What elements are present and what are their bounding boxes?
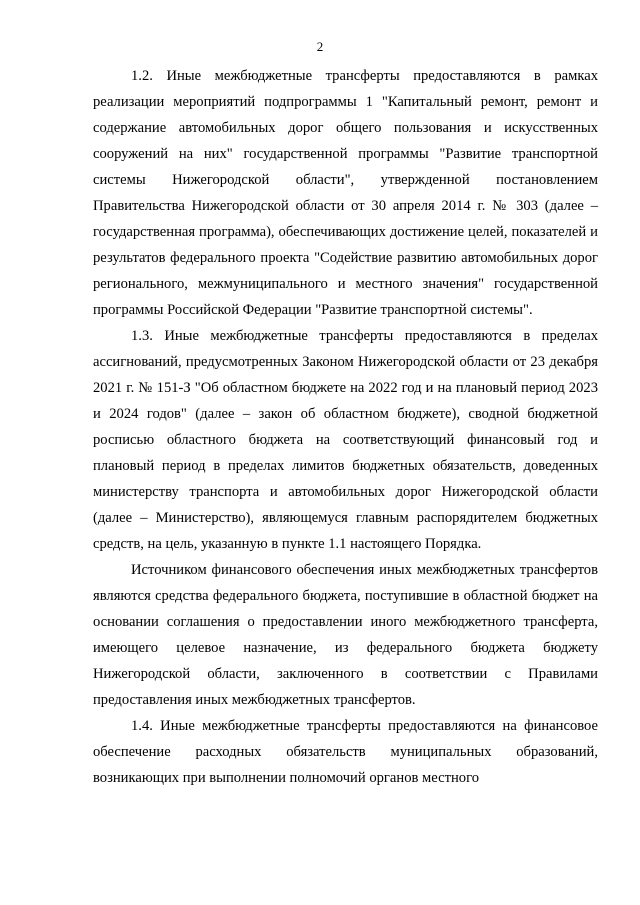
paragraph-funding-source: Источником финансового обеспечения иных межбюджетных трансфертов являются средства федерального бюджета, поступившие в областной бюджет на основании соглашения о предоставлении иного межбюджетного трансферта, имеющего целевое назначение, из федерального бюджета бюджету Нижегородской области, заключенного в соответствии с Правилами предоставления иных межбюджетных трансфертов. bbox=[93, 562, 598, 708]
document-body bbox=[93, 63, 598, 791]
paragraph-1-2: 1.2. Иные межбюджетные трансферты предоставляются в рамках реализации мероприятий подпрограммы 1 "Капитальный ремонт, ремонт и содержание автомобильных дорог общего пользования и искусственных сооружений на них" государственной программы "Развитие транспортной системы Нижегородской области", утвержденной постановлением Правительства Нижегородской области от 30 апреля 2014 г. № 303 (далее – государственная программа), обеспечивающих достижение целей, показателей и результатов федерального проекта "Содействие развитию автомобильных дорог регионального, межмуниципального и местного значения" государственной программы Российской Федерации "Развитие транспортной системы". bbox=[93, 68, 598, 318]
page-number: 2 bbox=[316, 39, 324, 54]
paragraph-1-4: 1.4. Иные межбюджетные трансферты предоставляются на финансовое обеспечение расходных обязательств муниципальных образований, возникающих при выполнении полномочий органов местного bbox=[93, 718, 598, 786]
paragraph-1-3: 1.3. Иные межбюджетные трансферты предоставляются в пределах ассигнований, предусмотренных Законом Нижегородской области от 23 декабря 2021 г. № 151-З "Об областном бюджете на 2022 год и на плановый период 2023 и 2024 годов" (далее – закон об областном бюджете), сводной бюджетной росписью областного бюджета на соответствующий финансовый год и плановый период в пределах лимитов бюджетных обязательств, доведенных министерству транспорта и автомобильных дорог Нижегородской области (далее – Министерство), являющемуся главным распорядителем бюджетных средств, на цель, указанную в пункте 1.1 настоящего Порядка. bbox=[93, 328, 598, 552]
